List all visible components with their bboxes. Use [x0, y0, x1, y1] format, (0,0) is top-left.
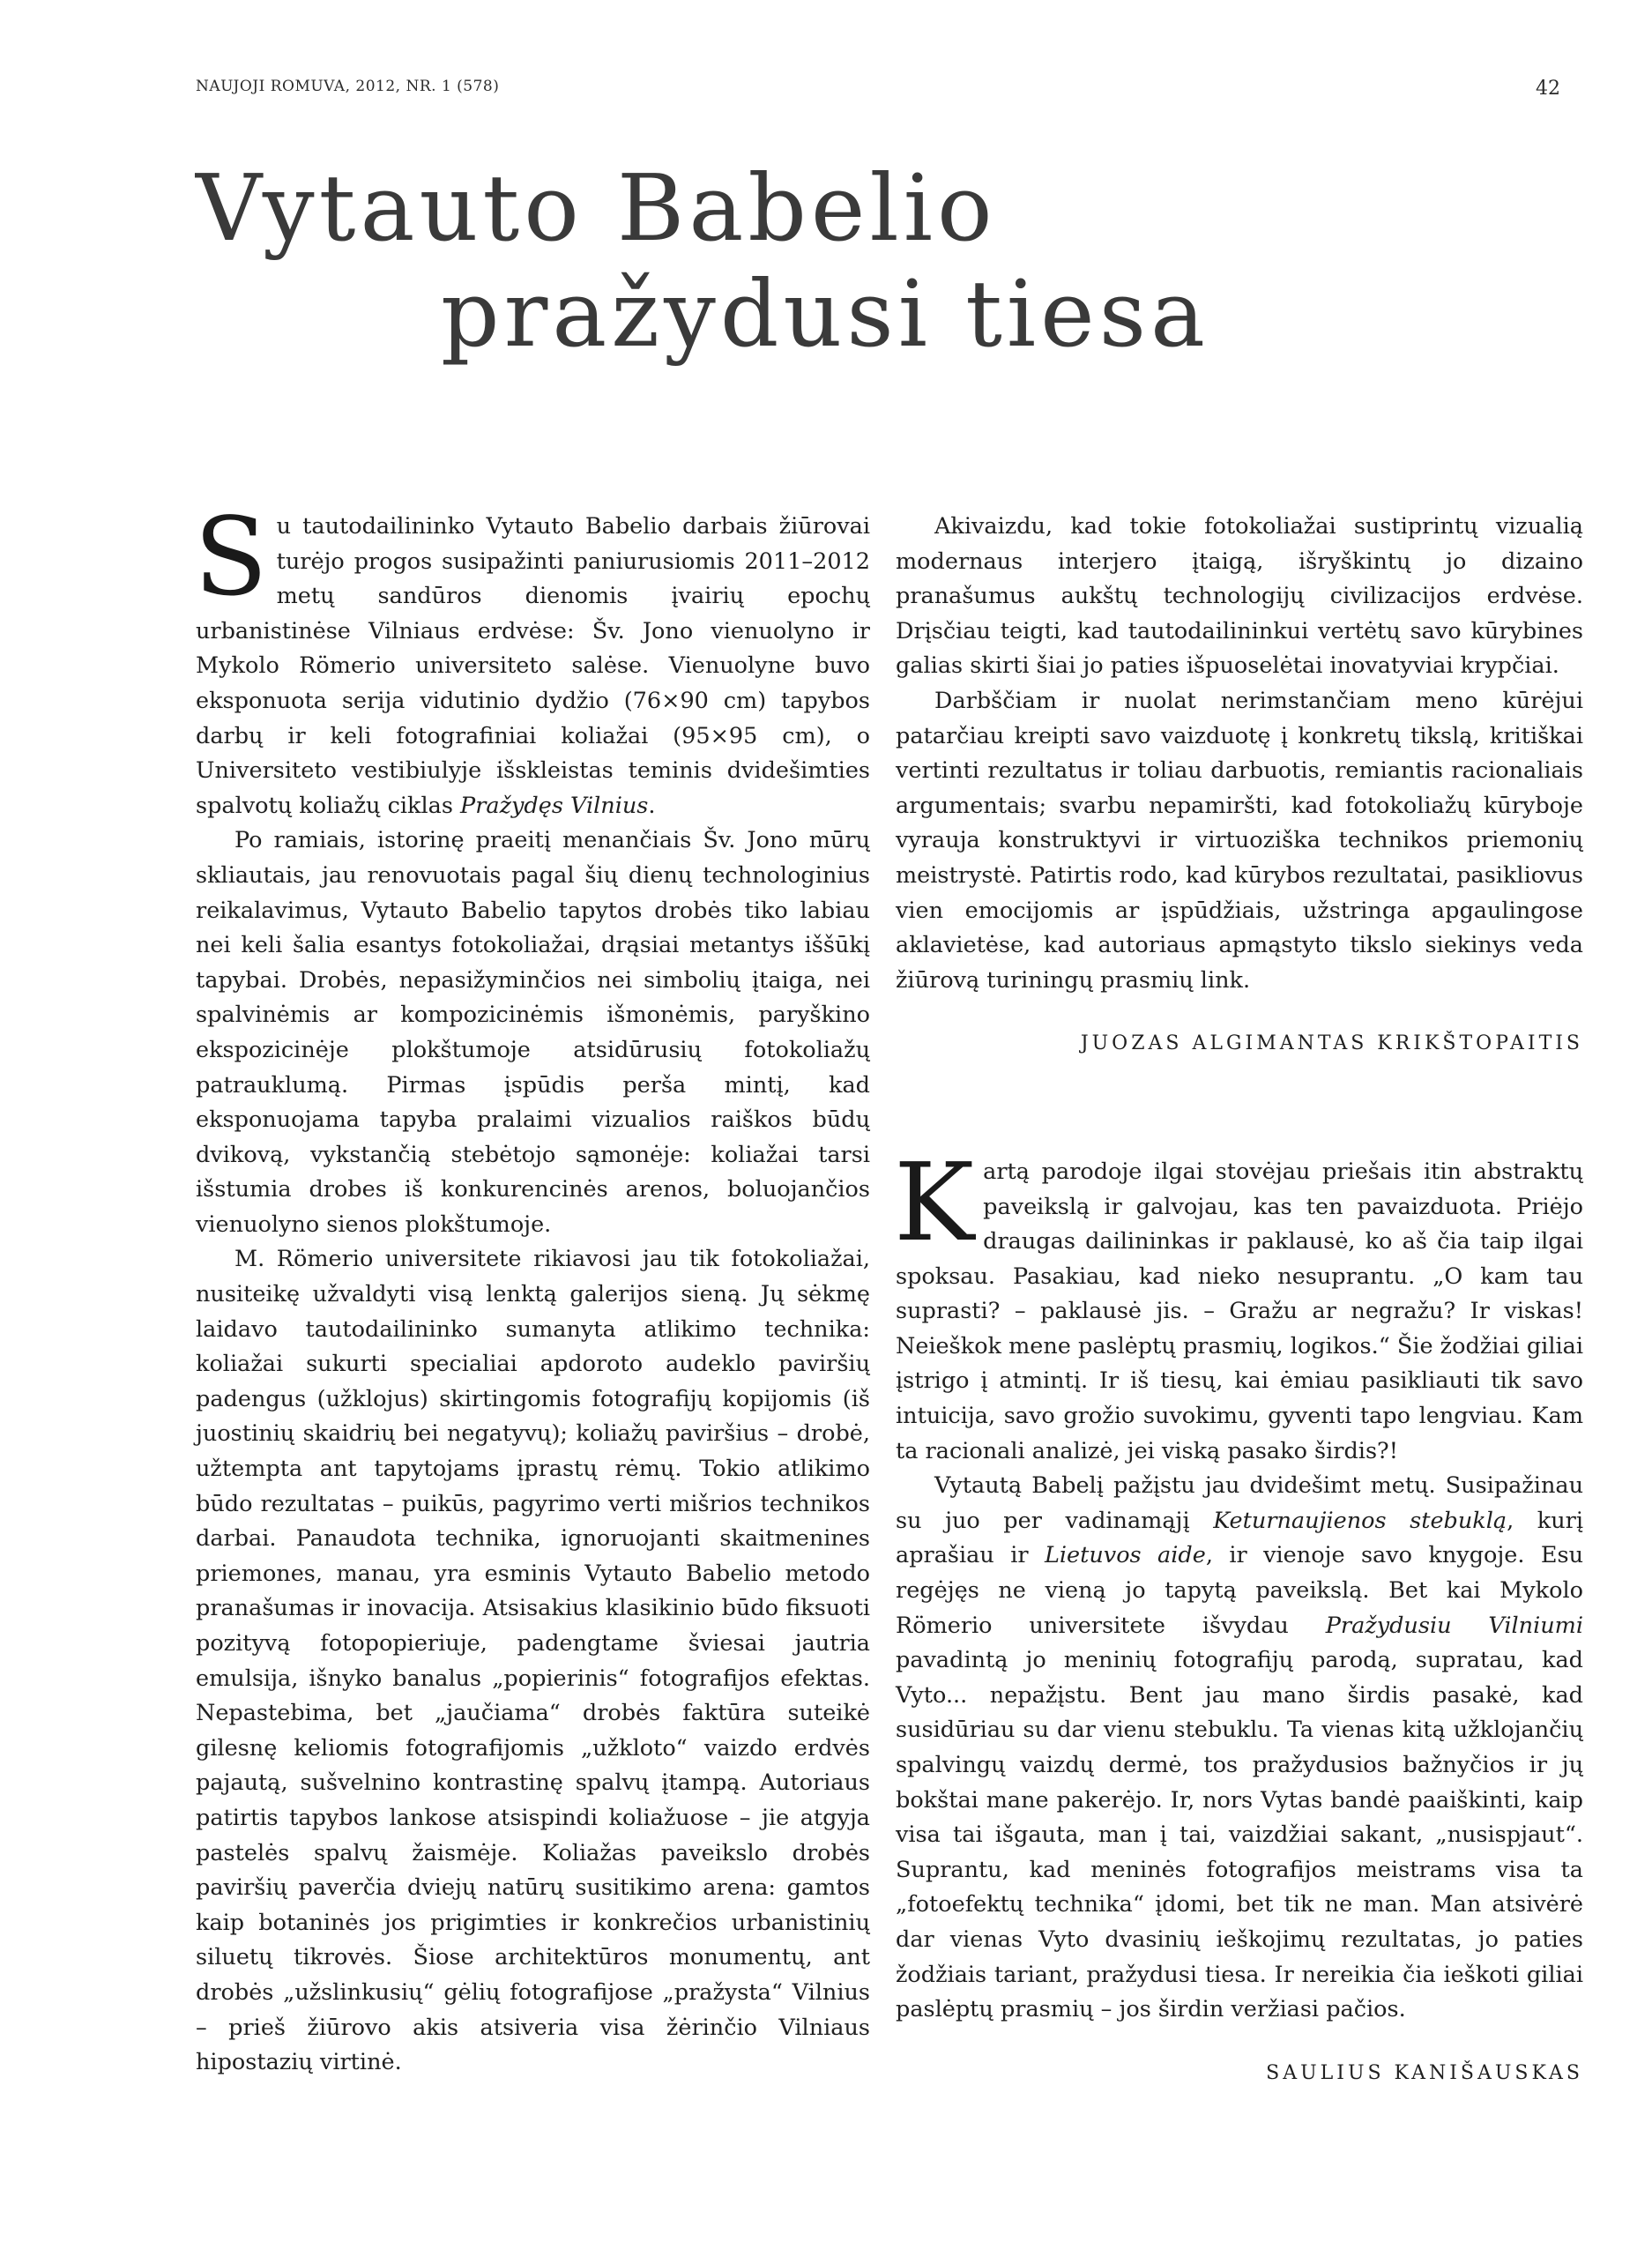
running-head: NAUJOJI ROMUVA, 2012, NR. 1 (578)	[196, 78, 500, 95]
page-number: 42	[1536, 78, 1560, 100]
paragraph-7-text-b: , kurį aprašiau ir	[896, 1507, 1583, 1569]
paragraph-4: Akivaizdu, kad tokie fotokoliažai sustiprintų vizualią modernaus interjero įtaigą, išryškintų jo dizaino pranašumus aukštų technologijų civilizacijos erdvėse. Drįsčiau teigti, kad tautodailininkui vertėtų savo kūrybines galias skirti šiai jo paties išpuoselėtai inovatyviai krypčiai.	[896, 513, 1583, 680]
paragraph-7-text-a: Vytautą Babelį pažįstu jau dvidešimt metų. Susipažinau su juo per vadinamąjį	[896, 1472, 1583, 1534]
exhibition-title: Pražydęs Vilnius	[460, 792, 649, 819]
paragraph-2: Po ramiais, istorinę praeitį menančiais Šv. Jono mūrų skliautais, jau renovuotais pagal šių dienų technologinius reikalavimus, Vytauto Babelio tapytos drobės tiko labiau nei keli šalia esantys fotokoliažai, drąsiai metantys iššūkį tapybai. Drobės, nepasižyminčios nei simbolių įtaiga, nei spalvinėmis ar kompozicinėmis išmonėmis, paryškino ekspozicinėje plokštumoje atsidūrusių fotokoliažų patrauklumą. Pirmas įspūdis perša mintį, kad eksponuojama tapyba pralaimi vizualios raiškos būdų dvikovą, vykstančią stebėtojo sąmonėje: koliažai tarsi išstumia drobes iš konkurencinės arenos, boluojančios vienuolyno sienos plokštumoje.	[196, 827, 870, 1238]
italic-lietuvos-aide: Lietuvos aide	[1044, 1542, 1206, 1569]
paragraph-5: Darbščiam ir nuolat nerimstančiam meno kūrėjui patarčiau kreipti savo vaizduotę į konkretų tikslą, kritiškai vertinti rezultatus ir toliau darbuotis, remiantis racionaliais argumentais; svarbu nepamiršti, kad fotokoliažų kūryboje vyrauja konstruktyvi ir virtuoziška technikos priemonių meistrystė. Patirtis rodo, kad kūrybos rezultatai, pasikliovus vien emocijomis ar įspūdžiais, užstringa apgaulingose aklavietėse, kad autoriaus apmąstyto tikslo siekinys veda žiūrovą turiningų prasmių link.	[896, 687, 1583, 994]
right-column	[896, 510, 1583, 2090]
article-title-line-2: pražydusi tiesa	[441, 260, 1210, 368]
left-column	[194, 495, 870, 2081]
paragraph-1-text: u tautodailininko Vytauto Babelio darbais žiūrovai turėjo progos susipažinti paniurusiomis 2011–2012 metų sandūros dienomis įvairių epochų urbanistinėse Vilniaus erdvėse: Šv. Jono vienuolyno ir Mykolo Römerio universiteto salėse. Vienuolyne buvo eksponuota serija vidutinio dydžio (76×90 cm) tapybos darbų ir keli fotografiniai koliažai (95×95 cm), o Universiteto vestibiulyje išskleistas teminis dvidešimties spalvotų koliažų ciklas	[196, 513, 870, 819]
article-title-line-1: Vytauto Babelio	[196, 154, 997, 262]
paragraph-1-end: .	[648, 792, 656, 819]
italic-keturnaujienos: Keturnaujienos stebuklą	[1213, 1507, 1507, 1534]
paragraph-6-text: artą parodoje ilgai stovėjau priešais itin abstraktų paveikslą ir galvojau, kas ten pavaizduota. Priėjo draugas dailininkas ir paklausė, ko aš čia taip ilgai spoksau. Pasakiau, kad nieko nesuprantu. „O kam tau suprasti? – paklausė jis. – Gražu ar negražu? Ir viskas! Neieškok mene paslėptų prasmių, logikos.“ Šie žodžiai giliai įstrigo į atmintį. Ir iš tiesų, kai ėmiau pasikliauti tik savo intuicija, savo grožio suvokimu, gyventi tapo lengviau. Kam ta racionali analizė, jei viską pasako širdis?!	[896, 1158, 1583, 1464]
paragraph-7	[896, 1469, 1583, 2028]
italic-prazydusiu-vilniumi: Pražydusiu Vilniumi	[1325, 1612, 1583, 1639]
paragraph-1	[194, 495, 870, 823]
byline-krikstopaitis: JUOZAS ALGIMANTAS KRIKŠTOPAITIS	[1080, 1032, 1583, 1055]
byline-kanisauskas: SAULIUS KANIŠAUSKAS	[1266, 2061, 1583, 2084]
dropcap-k: K	[894, 1139, 975, 1265]
paragraph-7-text-d: pavadintą jo meninių fotografijų parodą, supratau, kad Vyto... nepažįstu. Bent jau mano širdis pasakė, kad susidūriau su dar vienu stebuklu. Ta vienas kitą užklojančių spalvingų vaizdų dermė, tos pražydusios bažnyčios ir jų bokštai mane pakerėjo. Ir, nors Vytas bandė paaiškinti, kaip visa tai išgauta, man į tai, vaizdžiai sakant, „nusispjaut“. Suprantu, kad meninės fotografijos meistrams visa ta „fotoefektų technika“ įdomi, bet tik ne man. Man atsivėrė dar vienas Vyto dvasinių ieškojimų rezultatas, jo paties žodžiais tariant, pražydusi tiesa. Ir nereikia čia ieškoti giliai paslėptų prasmių – jos širdin veržiasi pačios.	[896, 1647, 1583, 2023]
dropcap-s: S	[194, 495, 268, 620]
paragraph-6	[894, 1139, 1583, 1469]
paragraph-7-text-c: , ir vienoje savo knygoje. Esu regėjęs ne vieną jo tapytą paveikslą. Bet kai Mykolo Römerio universitete išvydau	[896, 1542, 1584, 1639]
paragraph-3: M. Römerio universitete rikiavosi jau tik fotokoliažai, nusiteikę užvaldyti visą lenktą galerijos sieną. Jų sėkmę laidavo tautodailininko sumanyta atlikimo technika: koliažai sukurti specialiai apdoroto audeklo paviršių padengus (užklojus) skirtingomis fotografijų kopijomis (iš juostinių skaidrių bei negatyvų); koliažų paviršius – drobė, užtempta ant tapytojams įprastų rėmų. Tokio atlikimo būdo rezultatas – puikūs, pagyrimo verti mišrios technikos darbai. Panaudota technika, ignoruojanti skaitmenines priemones, manau, yra esminis Vytauto Babelio metodo pranašumas ir inovacija. Atsisakius klasikinio būdo fiksuoti pozityvą fotopopieriuje, padengtame šviesai jautria emulsija, išnyko banalus „popierinis“ fotografijos efektas. Nepastebima, bet „jaučiama“ drobės faktūra suteikė gilesnę keliomis fotografijomis „užklotо“ vaizdo erdvės pajautą, sušvelnino kontrastinę spalvų įtampą. Autoriaus patirtis tapybos lankose atsispindi koliažuose – jie atgyja pastelės spalvų žaismėje. Koliažas paveikslo drobės paviršių paverčia dviejų natūrų susitikimo arena: gamtos kaip botaninės jos prigimties ir konkrečios urbanistinių siluetų tikrovės. Šiose architektūros monumentų, ant drobės „užslinkusių“ gėlių fotografijose „pražysta“ Vilnius – prieš žiūrovo akis atsiveria visa žėrinčio Vilniaus hipostazių virtinė.	[196, 1246, 870, 2076]
